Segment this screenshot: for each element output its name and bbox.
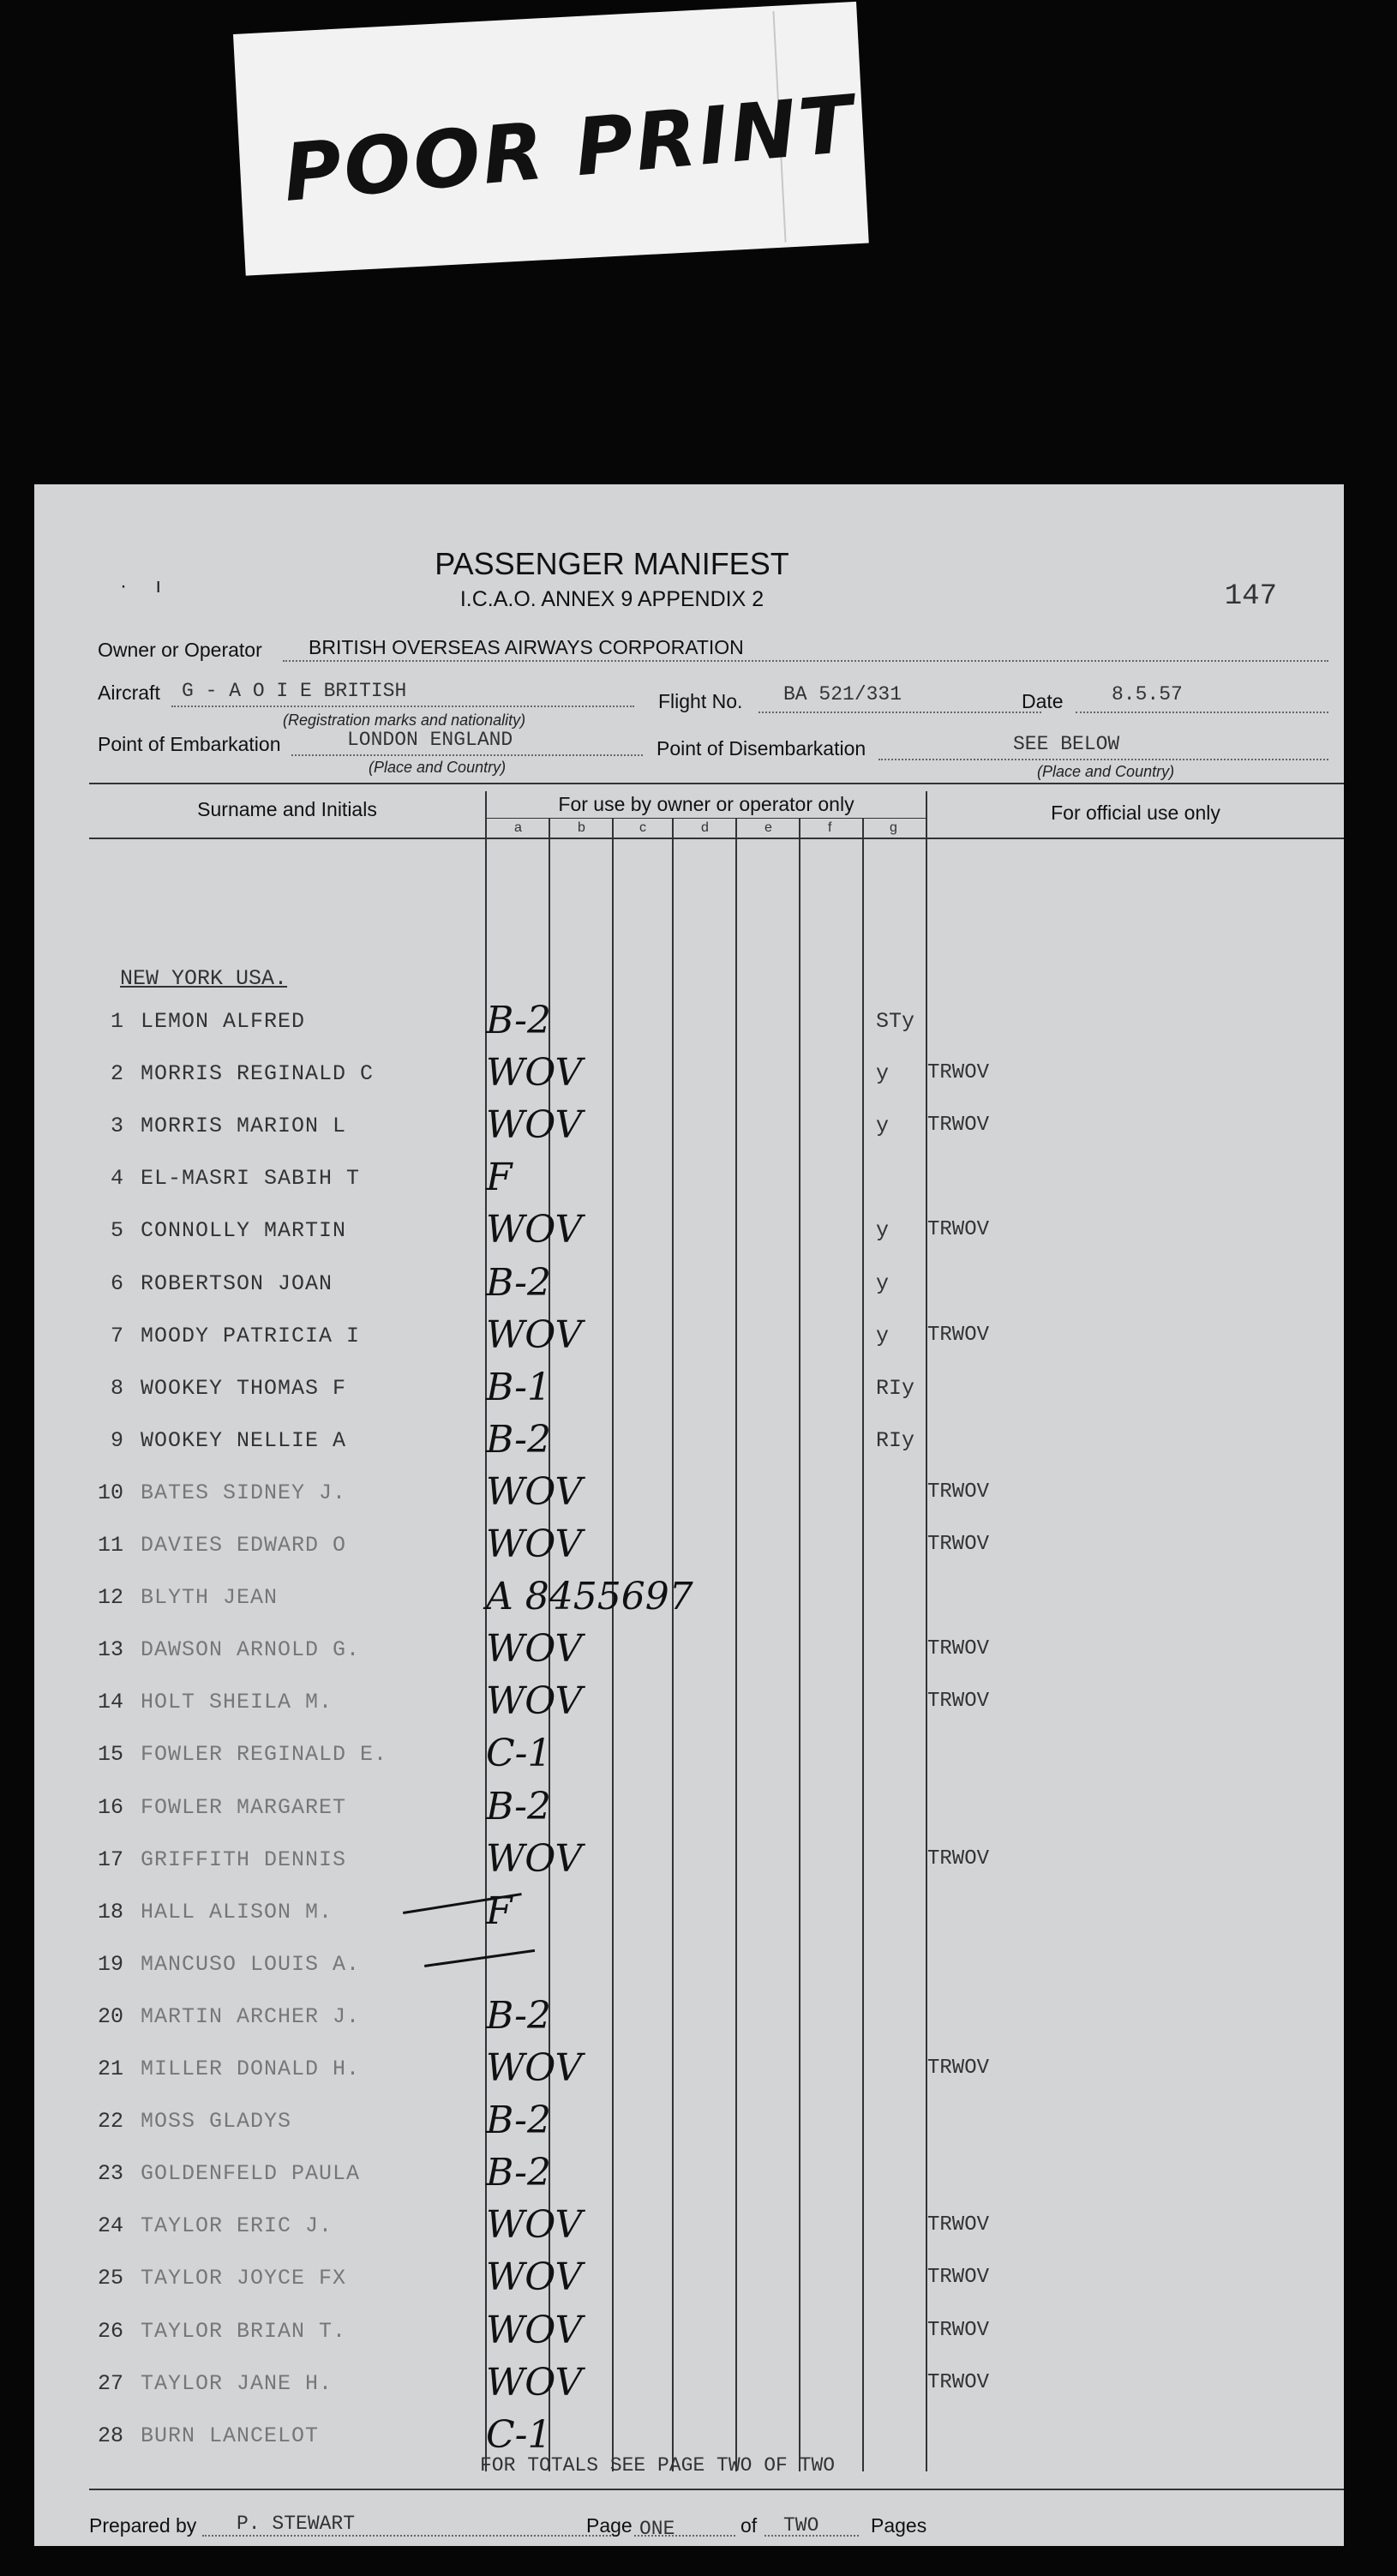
handwritten-code: B-2 [486,1418,552,1462]
official-code: TRWOV [927,1114,990,1137]
row-number: 22 [97,2109,123,2134]
passenger-name: DAWSON ARNOLD G. [141,1637,361,1662]
handwritten-code: WOV [486,1051,583,1095]
official-code: TRWOV [927,1480,990,1504]
passenger-name: MARTIN ARCHER J. [141,2004,361,2029]
handwritten-code: WOV [486,1103,583,1147]
handwritten-code: WOV [486,1627,583,1671]
official-code: TRWOV [927,1637,990,1660]
handwritten-code: WOV [486,1470,583,1514]
passenger-name: MORRIS REGINALD C [141,1061,375,1086]
row-number: 9 [110,1428,123,1453]
date-underline [1076,712,1328,713]
official-code: TRWOV [927,2266,990,2289]
prepared-label: Prepared by [89,2514,197,2537]
subcol-f: f [828,820,832,835]
prepared-underline [202,2535,617,2537]
registration-note: (Registration marks and nationality) [283,712,526,729]
passenger-name: WOOKEY THOMAS F [141,1376,347,1401]
subcolumn-rule [487,818,926,819]
handwritten-code: WOV [486,2361,583,2405]
official-code: TRWOV [927,2319,990,2342]
subcol-c: c [639,820,646,835]
handwritten-code: WOV [486,2046,583,2090]
disembark-label: Point of Disembarkation [657,737,866,760]
subcol-d: d [701,820,709,835]
row-number: 15 [97,1742,123,1767]
destination-heading: NEW YORK USA. [120,966,288,991]
official-code: TRWOV [927,1218,990,1241]
subcol-g: g [890,820,897,835]
passenger-name: MILLER DONALD H. [141,2057,361,2081]
handwritten-code: C-1 [486,1732,552,1775]
date-label: Date [1022,690,1064,712]
row-number: 24 [97,2213,123,2238]
row-number: 21 [97,2057,123,2081]
official-code: TRWOV [927,1324,990,1347]
official-code: TRWOV [927,1847,990,1870]
owner-underline [283,660,1328,662]
row-number: 14 [97,1690,123,1714]
official-code: TRWOV [927,1061,990,1084]
row-number: 25 [97,2266,123,2291]
row-number: 23 [97,2161,123,2186]
row-number: 4 [110,1166,123,1191]
embark-note: (Place and Country) [369,759,507,776]
table-top-rule [89,783,1344,784]
col-f-divider [799,819,800,2471]
poor-print-text: POOR PRINT [279,78,860,219]
handwritten-code: WOV [486,1313,583,1357]
handwritten-code: WOV [486,2203,583,2247]
passenger-name: TAYLOR ERIC J. [141,2213,333,2238]
totals-note: FOR TOTALS SEE PAGE TWO OF TWO [480,2454,836,2477]
embark-underline [291,754,643,756]
footer-rule [89,2489,1344,2490]
col-name-header: Surname and Initials [197,798,377,820]
row-number: 18 [97,1900,123,1924]
handwritten-code: WOV [486,2255,583,2299]
row-number: 8 [110,1376,123,1401]
passenger-name: HOLT SHEILA M. [141,1690,333,1714]
col-d-divider [672,819,674,2471]
corner-marks: · ı [120,574,161,597]
passenger-name: BATES SIDNEY J. [141,1480,347,1505]
passenger-name: MORRIS MARION L [141,1114,347,1138]
row-number: 7 [110,1324,123,1348]
subcol-a: a [514,820,522,835]
column-g-value: y [876,1218,890,1243]
owner-value: BRITISH OVERSEAS AIRWAYS CORPORATION [309,636,744,658]
page-value: ONE [639,2518,675,2540]
row-number: 10 [97,1480,123,1505]
passenger-name: ROBERTSON JOAN [141,1271,333,1296]
strike-line-row-19 [424,1949,535,1967]
disembark-note: (Place and Country) [1037,763,1175,780]
col-g-divider [862,819,864,2471]
passenger-name: DAVIES EDWARD O [141,1533,347,1558]
handwritten-code: B-1 [486,1366,552,1409]
handwritten-code: B-2 [486,1994,552,2038]
disembark-value: SEE BELOW [1013,733,1120,755]
row-number: 2 [110,1061,123,1086]
flight-underline [758,712,1041,713]
form-title: PASSENGER MANIFEST [435,546,789,581]
passenger-name: CONNOLLY MARTIN [141,1218,347,1243]
embark-label: Point of Embarkation [98,733,281,755]
official-code: TRWOV [927,1533,990,1556]
passenger-name: MANCUSO LOUIS A. [141,1952,361,1977]
date-value: 8.5.57 [1112,683,1183,706]
passenger-name: HALL ALISON M. [141,1900,333,1924]
embark-value: LONDON ENGLAND [347,729,513,751]
column-g-value: RIy [876,1376,915,1401]
handwritten-code: B-2 [486,2151,552,2195]
passenger-name: GRIFFITH DENNIS [141,1847,347,1872]
passenger-name: GOLDENFELD PAULA [141,2161,361,2186]
col-official-header: For official use only [1051,802,1220,824]
row-number: 5 [110,1218,123,1243]
disembark-underline [878,759,1328,760]
handwritten-code: B-2 [486,1785,552,1828]
subcol-b: b [578,820,585,835]
row-number: 11 [97,1533,123,1558]
row-number: 6 [110,1271,123,1296]
handwritten-code: B-2 [486,2099,552,2142]
passenger-name: MOSS GLADYS [141,2109,292,2134]
column-g-value: y [876,1114,890,1138]
official-code: TRWOV [927,2213,990,2237]
aircraft-label: Aircraft [98,682,160,704]
pages-label: Pages [871,2514,927,2537]
passenger-name: MOODY PATRICIA I [141,1324,361,1348]
passenger-name: TAYLOR JANE H. [141,2371,333,2396]
subcol-e: e [764,820,772,835]
handwritten-code: WOV [486,1837,583,1881]
handwritten-code: B-2 [486,999,552,1042]
column-g-value: STy [876,1009,915,1034]
row-number: 27 [97,2371,123,2396]
column-g-value: y [876,1271,890,1296]
handwritten-code: B-2 [486,1261,552,1305]
handwritten-code: WOV [486,2309,583,2352]
passenger-name: BLYTH JEAN [141,1585,279,1610]
row-number: 12 [97,1585,123,1610]
row-number: 17 [97,1847,123,1872]
row-number: 13 [97,1637,123,1662]
table-header-rule [89,838,1344,839]
handwritten-code: F [486,1156,513,1199]
flight-value: BA 521/331 [783,683,902,706]
passenger-name: TAYLOR BRIAN T. [141,2319,347,2344]
official-code: TRWOV [927,1690,990,1713]
manifest-sheet [34,484,1344,2546]
aircraft-value: G - A O I E BRITISH [182,680,407,702]
passenger-name: FOWLER MARGARET [141,1795,347,1820]
passenger-name: BURN LANCELOT [141,2423,320,2448]
handwritten-code: C-1 [486,2413,552,2457]
handwritten-code: WOV [486,1208,583,1252]
row-number: 20 [97,2004,123,2029]
of-label: of [740,2514,758,2537]
col-e-divider [735,819,737,2471]
prepared-value: P. STEWART [237,2513,356,2535]
handwritten-code: WOV [486,1522,583,1566]
column-g-value: y [876,1324,890,1348]
row-number: 3 [110,1114,123,1138]
owner-label: Owner or Operator [98,639,262,661]
row-number: 19 [97,1952,123,1977]
column-g-value: RIy [876,1428,915,1453]
official-code: TRWOV [927,2057,990,2080]
row-number: 16 [97,1795,123,1820]
aircraft-underline [171,706,634,707]
passenger-name: EL-MASRI SABIH T [141,1166,361,1191]
page-number: 147 [1224,580,1277,613]
column-g-value: y [876,1061,890,1086]
col-c-divider [612,819,614,2471]
row-number: 1 [110,1009,123,1034]
passenger-name: TAYLOR JOYCE FX [141,2266,347,2291]
passenger-name: FOWLER REGINALD E. [141,1742,388,1767]
handwritten-code: F [486,1889,513,1933]
handwritten-code: A 8455697 [486,1575,693,1618]
passenger-name: WOOKEY NELLIE A [141,1428,347,1453]
handwritten-code: WOV [486,1679,583,1723]
official-code: TRWOV [927,2371,990,2394]
of-value: TWO [783,2514,819,2537]
row-number: 28 [97,2423,123,2448]
form-subtitle: I.C.A.O. ANNEX 9 APPENDIX 2 [459,587,764,611]
passenger-name: LEMON ALFRED [141,1009,306,1034]
row-number: 26 [97,2319,123,2344]
col-owner-header: For use by owner or operator only [558,793,854,815]
flight-label: Flight No. [658,690,743,712]
page-label: Page [586,2514,633,2537]
